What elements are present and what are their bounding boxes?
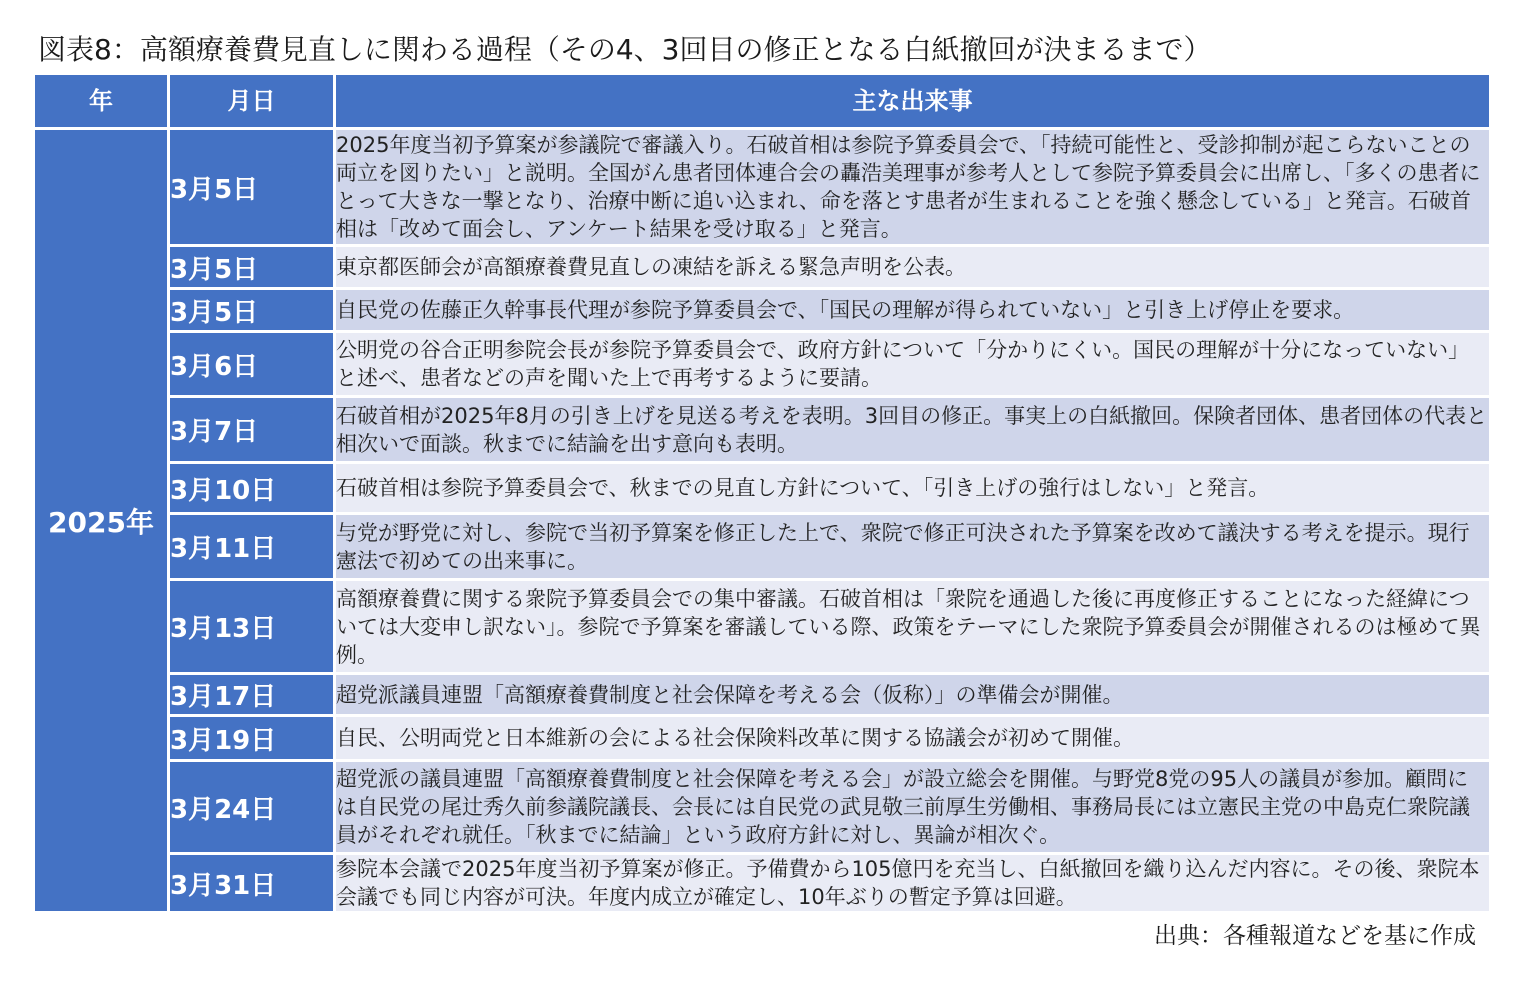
date-cell: 3月13日 — [169, 580, 335, 674]
header-date: 月日 — [169, 74, 335, 129]
table-row — [34, 463, 1491, 514]
event-cell: 石破首相が2025年8月の引き上げを見送る考えを表明。3回目の修正。事実上の白紙撤回。保険者団体、患者団体の代表と相次いで面談。秋までに結論を出す意向も表明。 — [335, 397, 1491, 463]
table-row — [34, 580, 1491, 674]
date-cell: 3月19日 — [169, 716, 335, 761]
event-cell: 2025年度当初予算案が参議院で審議入り。石破首相は参院予算委員会で、「持続可能性と、受診抑制が起こらないことの両立を図りたい」と説明。全国がん患者団体連合会の轟浩美理事が参考人として参院予算委員会に出席し、「多くの患者にとって大きな一撃となり、治療中断に追い込まれ、命を落とす患者が生まれることを強く懸念している」と発言。石破首相は「改めて面会し、アンケート結果を受け取る」と発言。 — [335, 129, 1491, 246]
table-row — [34, 716, 1491, 761]
event-cell: 高額療養費に関する衆院予算委員会での集中審議。石破首相は「衆院を通過した後に再度修正することになった経緯については大変申し訳ない」。参院で予算案を審議している際、政策をテーマにした衆院予算委員会が開催されるのは極めて異例。 — [335, 580, 1491, 674]
date-cell: 3月10日 — [169, 463, 335, 514]
table-row — [34, 289, 1491, 332]
date-cell: 3月5日 — [169, 246, 335, 289]
event-cell: 公明党の谷合正明参院会長が参院予算委員会で、政府方針について「分かりにくい。国民の理解が十分になっていない」と述べ、患者などの声を聞いた上で再考するように要請。 — [335, 332, 1491, 397]
event-cell: 石破首相は参院予算委員会で、秋までの見直し方針について、「引き上げの強行はしない」と発言。 — [335, 463, 1491, 514]
table-row — [34, 514, 1491, 580]
source-note: 出典：各種報道などを基に作成 — [1154, 923, 1476, 949]
date-cell: 3月31日 — [169, 854, 335, 913]
header-year: 年 — [34, 74, 169, 129]
event-cell: 超党派議員連盟「高額療養費制度と社会保障を考える会（仮称）」の準備会が開催。 — [335, 674, 1491, 716]
table-row — [34, 761, 1491, 854]
date-cell: 3月7日 — [169, 397, 335, 463]
figure-title: 図表8：高額療養費見直しに関わる過程（その4、3回目の修正となる白紙撤回が決まるまで） — [38, 33, 1212, 66]
date-cell: 3月24日 — [169, 761, 335, 854]
header-row — [34, 74, 1491, 129]
date-cell: 3月6日 — [169, 332, 335, 397]
event-cell: 東京都医師会が高額療養費見直しの凍結を訴える緊急声明を公表。 — [335, 246, 1491, 289]
event-cell: 自民党の佐藤正久幹事長代理が参院予算委員会で、「国民の理解が得られていない」と引き上げ停止を要求。 — [335, 289, 1491, 332]
year-cell: 2025年 — [34, 129, 169, 913]
table-row — [34, 246, 1491, 289]
event-cell: 与党が野党に対し、参院で当初予算案を修正した上で、衆院で修正可決された予算案を改めて議決する考えを提示。現行憲法で初めての出来事に。 — [335, 514, 1491, 580]
table-row — [34, 397, 1491, 463]
event-cell: 参院本会議で2025年度当初予算案が修正。予備費から105億円を充当し、白紙撤回を織り込んだ内容に。その後、衆院本会議でも同じ内容が可決。年度内成立が確定し、10年ぶりの暫定予算は回避。 — [335, 854, 1491, 913]
date-cell: 3月5日 — [169, 129, 335, 246]
event-cell: 自民、公明両党と日本維新の会による社会保険料改革に関する協議会が初めて開催。 — [335, 716, 1491, 761]
timeline-table — [32, 72, 1492, 914]
event-cell: 超党派の議員連盟「高額療養費制度と社会保障を考える会」が設立総会を開催。与野党8党の95人の議員が参加。顧問には自民党の尾辻秀久前参議院議長、会長には自民党の武見敬三前厚生労働相、事務局長には立憲民主党の中島克仁衆院議員がそれぞれ就任。「秋までに結論」という政府方針に対し、異論が相次ぐ。 — [335, 761, 1491, 854]
table-row — [34, 674, 1491, 716]
table-row — [34, 332, 1491, 397]
date-cell: 3月5日 — [169, 289, 335, 332]
table-row — [34, 854, 1491, 913]
date-cell: 3月11日 — [169, 514, 335, 580]
date-cell: 3月17日 — [169, 674, 335, 716]
header-event: 主な出来事 — [335, 74, 1491, 129]
table-row — [34, 129, 1491, 246]
